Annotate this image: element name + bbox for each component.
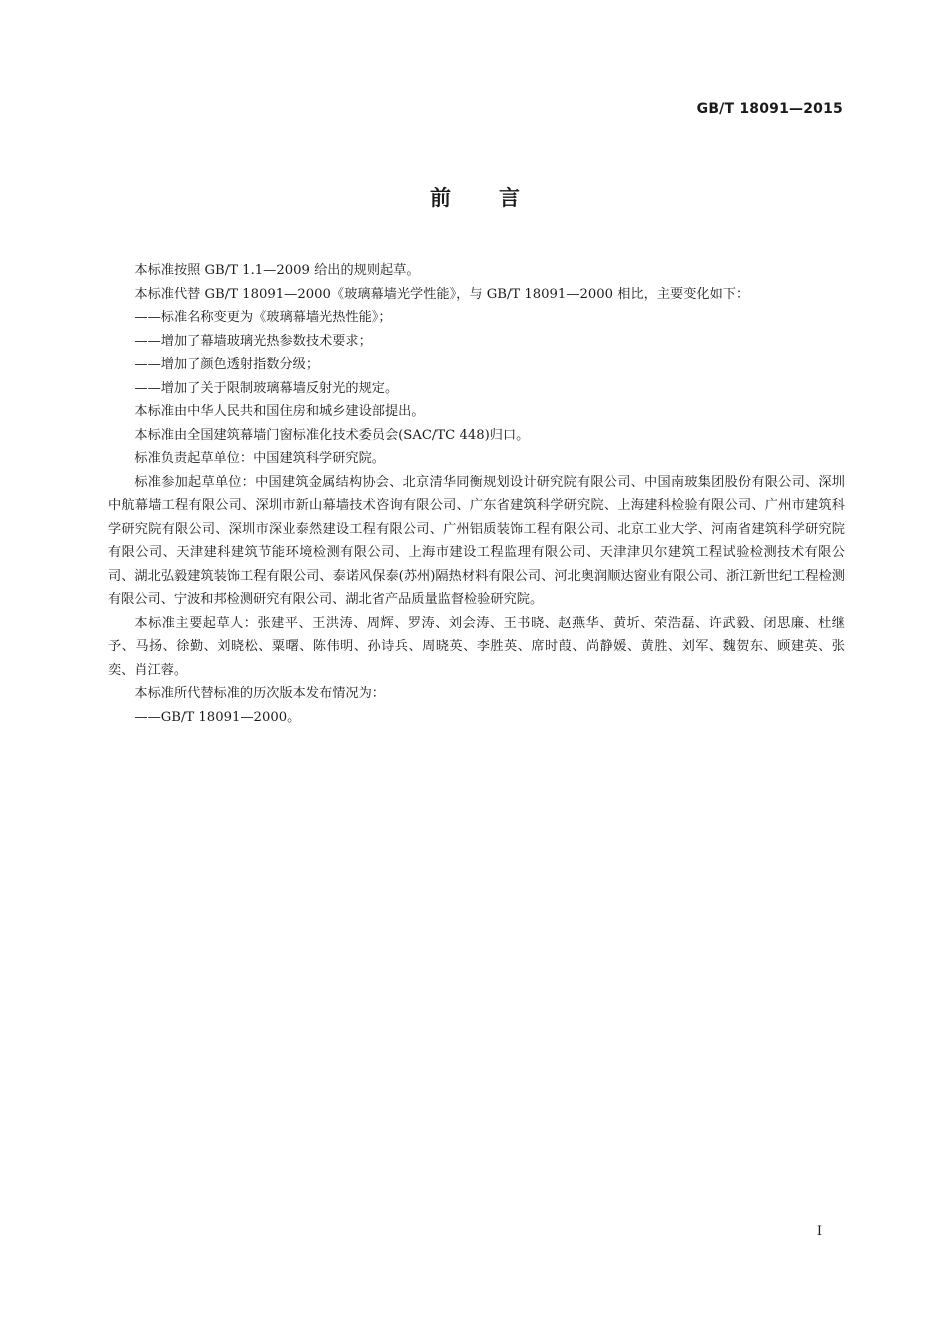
paragraph-replaces: 本标准代替 GB/T 18091—2000《玻璃幕墙光学性能》，与 GB/T 18091—2000 相比，主要变化如下： [134, 286, 750, 302]
version-item: ——GB/T 18091—2000。 [134, 709, 301, 725]
paragraph-under-jurisdiction: 本标准由全国建筑幕墙门窗标准化技术委员会(SAC/TC 448)归口。 [134, 427, 530, 443]
change-item: ——增加了颜色透射指数分级； [134, 357, 320, 372]
change-item: ——增加了幕墙玻璃光热参数技术要求； [134, 333, 372, 349]
change-item: ——标准名称变更为《玻璃幕墙光热性能》； [134, 310, 392, 325]
change-item: ——增加了关于限制玻璃幕墙反射光的规定。 [134, 380, 399, 396]
standard-number: GB/T 18091—2015 [696, 101, 843, 117]
foreword-body [108, 259, 845, 729]
paragraph-proposed-by: 本标准由中华人民共和国住房和城乡建设部提出。 [134, 404, 425, 419]
page-title: 前言 [430, 186, 568, 210]
page-number: I [816, 1224, 822, 1239]
paragraph-drafting-rules: 本标准按照 GB/T 1.1—2009 给出的规则起草。 [134, 263, 420, 278]
paragraph-main-drafters: 本标准主要起草人：张建平、王洪涛、周辉、罗涛、刘会涛、王书晓、赵燕华、黄圻、荣浩磊、许武毅、闭思廉、杜继予、马扬、徐勤、刘晓松、粟曙、陈伟明、孙诗兵、周晓英、李胜英、席时葭、尚静媛、黄胜、刘军、魏贺东、顾建英、张奕、肖江蓉。 [108, 615, 845, 678]
paragraph-lead-drafter: 标准负责起草单位：中国建筑科学研究院。 [134, 451, 385, 466]
paragraph-participating-drafters: 标准参加起草单位：中国建筑金属结构协会、北京清华同衡规划设计研究院有限公司、中国南玻集团股份有限公司、深圳中航幕墙工程有限公司、深圳市新山幕墙技术咨询有限公司、广东省建筑科学研究院、上海建科检验有限公司、广州市建筑科学研究院有限公司、深圳市深业泰然建设工程有限公司、广州铝质装饰工程有限公司、北京工业大学、河南省建筑科学研究院有限公司、天津建科建筑节能环境检测有限公司、上海市建设工程监理有限公司、天津津贝尔建筑工程试验检测技术有限公司、湖北弘毅建筑装饰工程有限公司、泰诺风保泰(苏州)隔热材料有限公司、河北奥润顺达窗业有限公司、浙江新世纪工程检测有限公司、宁波和邦检测研究有限公司、湖北省产品质量监督检验研究院。 [108, 474, 845, 607]
paragraph-version-history: 本标准所代替标准的历次版本发布情况为： [134, 686, 385, 701]
